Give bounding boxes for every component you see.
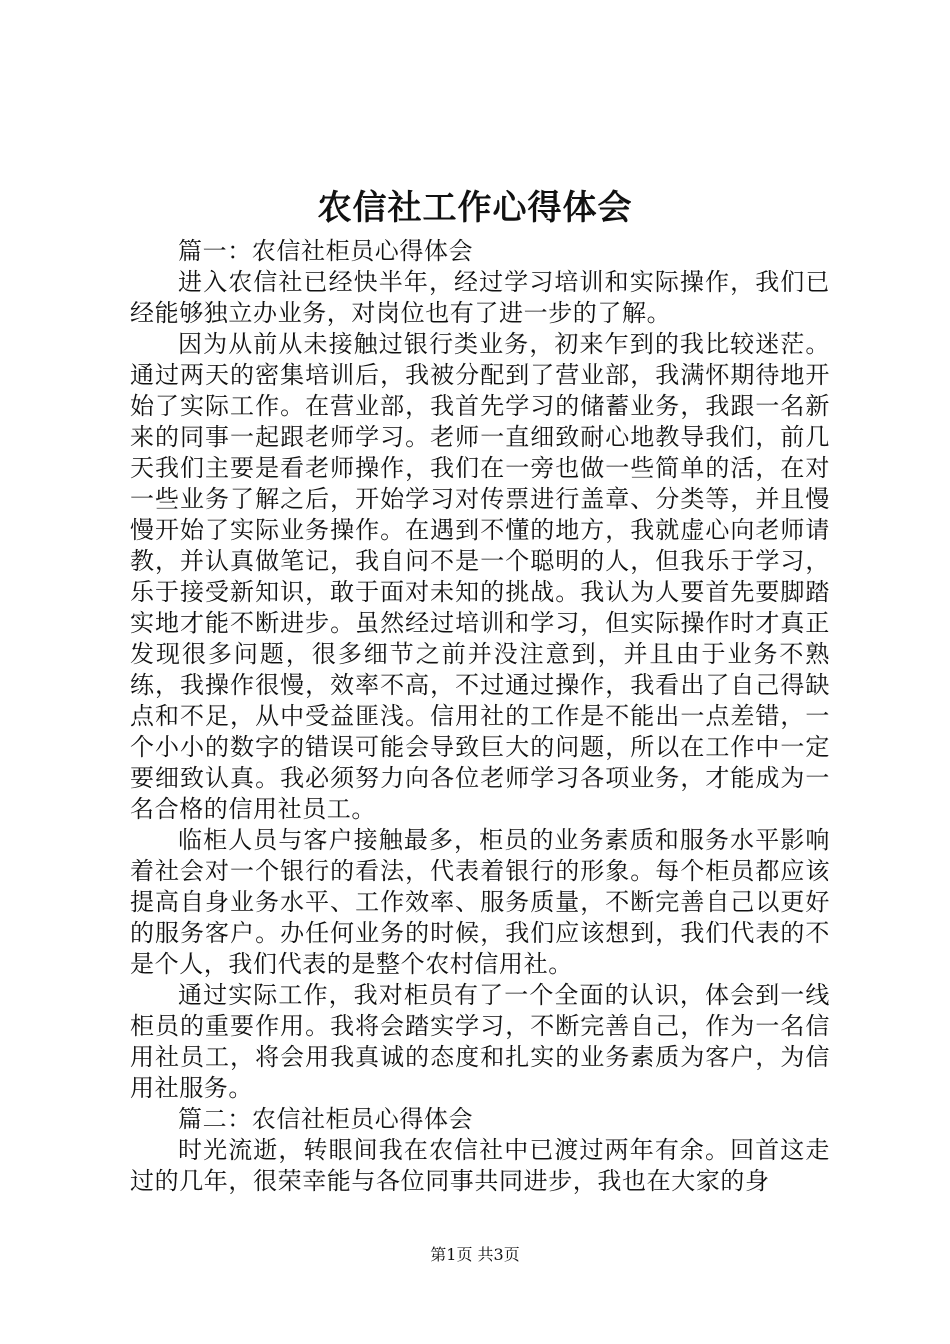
document-title: 农信社工作心得体会 — [317, 188, 633, 228]
paragraph-3: 临柜人员与客户接触最多，柜员的业务素质和服务水平影响着社会对一个银行的看法，代表着银行的形象。每个柜员都应该提高自身业务水平、工作效率、服务质量，不断完善自己以更好的服务客户。办任何业务的时候，我们应该想到，我们代表的不是个人，我们代表的是整个农村信用社。 — [130, 826, 830, 978]
paragraph-2: 因为从前从未接触过银行类业务，初来乍到的我比较迷茫。通过两天的密集培训后，我被分配到了营业部，我满怀期待地开始了实际工作。在营业部，我首先学习的储蓄业务，我跟一名新来的同事一起跟老师学习。老师一直细致耐心地教导我们，前几天我们主要是看老师操作，我们在一旁也做一些简单的活，在对一些业务了解之后，开始学习对传票进行盖章、分类等，并且慢慢开始了实际业务操作。在遇到不懂的地方，我就虚心向老师请教，并认真做笔记，我自问不是一个聪明的人，但我乐于学习，乐于接受新知识，敢于面对未知的挑战。我认为人要首先要脚踏实地才能不断进步。虽然经过培训和学习，但实际操作时才真正发现很多问题，很多细节之前并没注意到，并且由于业务不熟练，我操作很慢，效率不高，不过通过操作，我看出了自己得缺点和不足，从中受益匪浅。信用社的工作是不能出一点差错，一个小小的数字的错误可能会导致巨大的问题，所以在工作中一定要细致认真。我必须努力向各位老师学习各项业务，才能成为一名合格的信用社员工。 — [130, 330, 830, 823]
document-body — [130, 236, 830, 1197]
paragraph-1: 进入农信社已经快半年，经过学习培训和实际操作，我们已经能够独立办业务，对岗位也有了进一步的了解。 — [130, 268, 830, 327]
section-heading-2: 篇二：农信社柜员心得体会 — [178, 1105, 474, 1133]
paragraph-5: 时光流逝，转眼间我在农信社中已渡过两年有余。回首这走过的几年，很荣幸能与各位同事共同进步，我也在大家的身 — [130, 1136, 830, 1195]
section-heading-1: 篇一：农信社柜员心得体会 — [178, 237, 474, 265]
paragraph-4: 通过实际工作，我对柜员有了一个全面的认识，体会到一线柜员的重要作用。我将会踏实学习，不断完善自己，作为一名信用社员工，将会用我真诚的态度和扎实的业务素质为客户，为信用社服务。 — [130, 981, 830, 1102]
page-number: 第1页 共3页 — [430, 1245, 520, 1264]
